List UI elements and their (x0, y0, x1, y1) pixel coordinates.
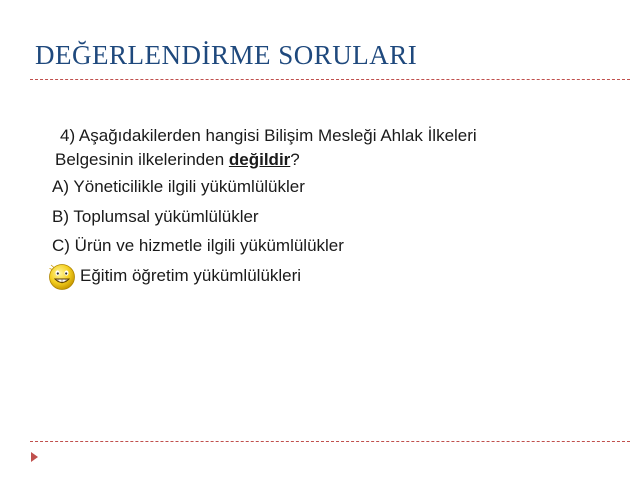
answer-options (52, 172, 344, 290)
option-c: C) Ürün ve hizmetle ilgili yükümlülükler (52, 236, 344, 255)
option-a: A) Yöneticilikle ilgili yükümlülükler (52, 177, 305, 196)
question-mark: ? (290, 150, 300, 169)
question-line-1: 4) Aşağıdakilerden hangisi Bilişim Mesleği Ahlak İlkeleri (60, 126, 477, 145)
footer-divider (30, 441, 630, 442)
option-b: B) Toplumsal yükümlülükler (52, 206, 259, 226)
slide-title: DEĞERLENDİRME SORULARI (35, 40, 418, 70)
bullet-triangle-icon (31, 452, 38, 462)
smiley-icon (47, 261, 77, 291)
option-d: Eğitim öğretim yükümlülükleri (80, 265, 302, 285)
question-text (55, 124, 575, 172)
title-divider (30, 79, 630, 80)
question-line-2 (55, 148, 575, 172)
question-keyword: değildir (228, 150, 291, 169)
question-line-2-start: Belgesinin ilkelerinden (55, 150, 229, 169)
